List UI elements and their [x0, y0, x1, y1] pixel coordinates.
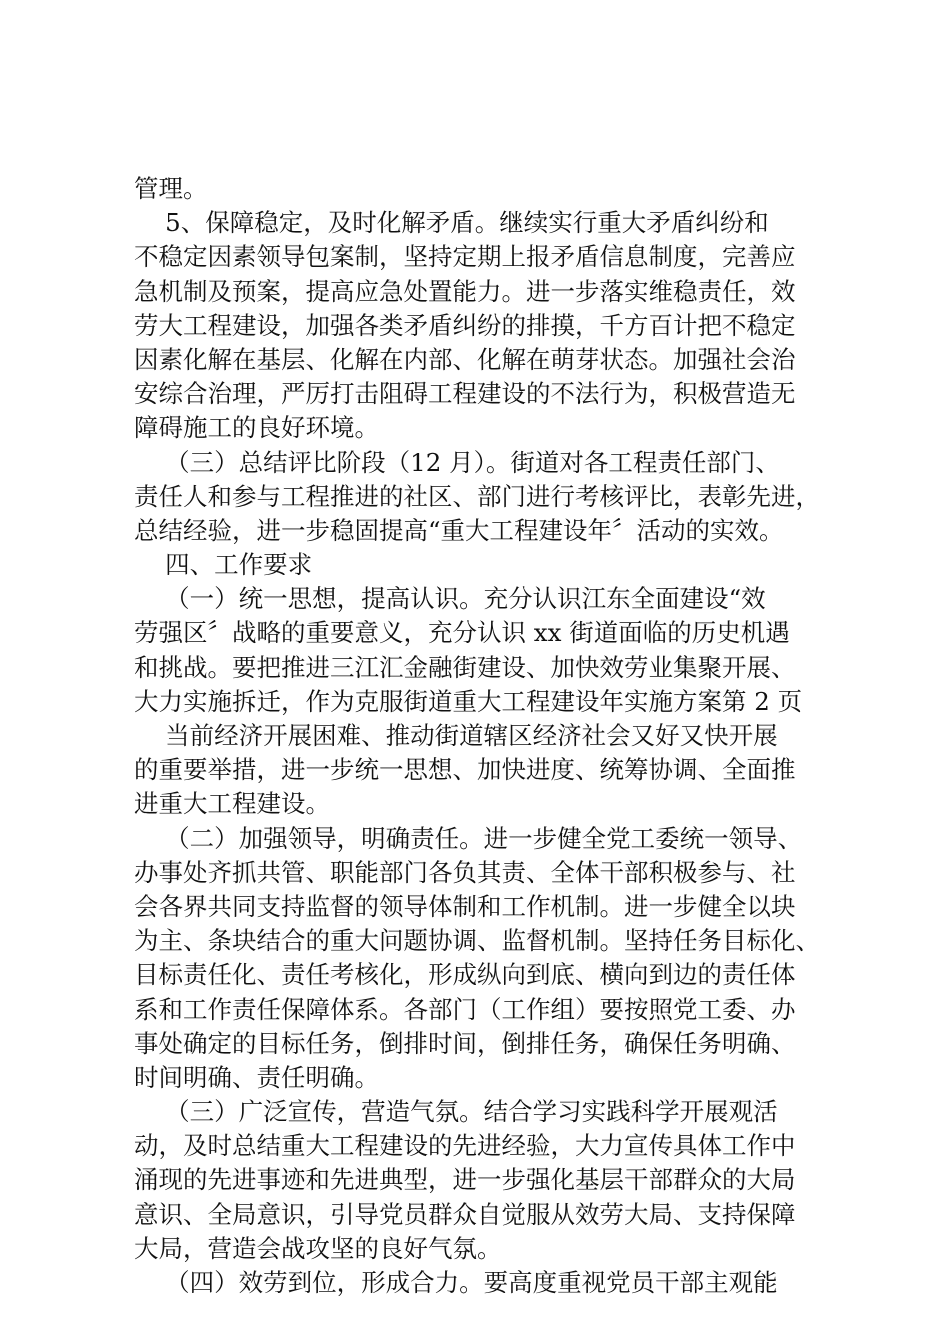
text-line: 办事处齐抓共管、职能部门各负其责、全体干部积极参与、社 — [134, 857, 796, 887]
text-line: 目标责任化、责任考核化，形成纵向到底、横向到边的责任体 — [134, 960, 796, 990]
text-line: 5、保障稳定，及时化解矛盾。继续实行重大矛盾纠纷和 — [134, 208, 769, 238]
text-line: 责任人和参与工程推进的社区、部门进行考核评比，表彰先进， — [134, 481, 820, 511]
text-line: 事处确定的目标任务，倒排时间，倒排任务，确保任务明确、 — [134, 1028, 796, 1058]
text-line: 不稳定因素领导包案制，坚持定期上报矛盾信息制度，完善应 — [134, 242, 796, 272]
text-line: 劳强区〞战略的重要意义，充分认识 xx 街道面临的历史机遇 — [134, 618, 790, 648]
text-line: 和挑战。要把推进三江汇金融街建设、加快效劳业集聚开展、 — [134, 652, 796, 682]
text-line: 障碍施工的良好环境。 — [134, 413, 379, 443]
text-line: 系和工作责任保障体系。各部门（工作组）要按照党工委、办 — [134, 994, 796, 1024]
text-line: 涌现的先进事迹和先进典型，进一步强化基层干部群众的大局 — [134, 1165, 796, 1195]
section-heading: 四、工作要求 — [134, 550, 313, 580]
text-line: 的重要举措，进一步统一思想、加快进度、统筹协调、全面推 — [134, 755, 796, 785]
text-line: 时间明确、责任明确。 — [134, 1062, 379, 1092]
text-line-with-page-number: 大力实施拆迁，作为克服街道重大工程建设年实施方案第 2 页 — [134, 686, 803, 716]
text-line: 为主、条块结合的重大问题协调、监督机制。坚持任务目标化、 — [134, 926, 820, 956]
text-line: 总结经验，进一步稳固提高“重大工程建设年〞活动的实效。 — [134, 515, 784, 545]
text-line: 会各界共同支持监督的领导体制和工作机制。进一步健全以块 — [134, 891, 796, 921]
text-line: （一）统一思想，提高认识。充分认识江东全面建设“效 — [134, 584, 766, 614]
text-line: （四）效劳到位，形成合力。要高度重视党员干部主观能 — [134, 1268, 778, 1297]
text-line: 当前经济开展困难、推动街道辖区经济社会又好又快开展 — [134, 721, 778, 750]
text-line: 进重大工程建设。 — [134, 789, 330, 819]
text-line: 急机制及预案，提高应急处置能力。进一步落实维稳责任，效 — [134, 276, 796, 306]
text-line: 意识、全局意识，引导党员群众自觉服从效劳大局、支持保障 — [134, 1199, 796, 1229]
text-line: 大局，营造会战攻坚的良好气氛。 — [134, 1233, 502, 1263]
text-line: 劳大工程建设，加强各类矛盾纠纷的排摸，千方百计把不稳定 — [134, 310, 796, 340]
text-line: （三）广泛宣传，营造气氛。结合学习实践科学开展观活 — [134, 1097, 778, 1127]
text-line: （三）总结评比阶段（12 月）。街道对各工程责任部门、 — [134, 447, 780, 477]
text-line: 因素化解在基层、化解在内部、化解在萌芽状态。加强社会治 — [134, 344, 796, 374]
document-body — [134, 172, 854, 1300]
text-line: 动，及时总结重大工程建设的先进经验，大力宣传具体工作中 — [134, 1131, 796, 1161]
text-line: 安综合治理，严厉打击阻碍工程建设的不法行为，积极营造无 — [134, 379, 796, 409]
text-line: （二）加强领导，明确责任。进一步健全党工委统一领导、 — [134, 823, 803, 853]
text-line: 管理。 — [134, 174, 208, 203]
